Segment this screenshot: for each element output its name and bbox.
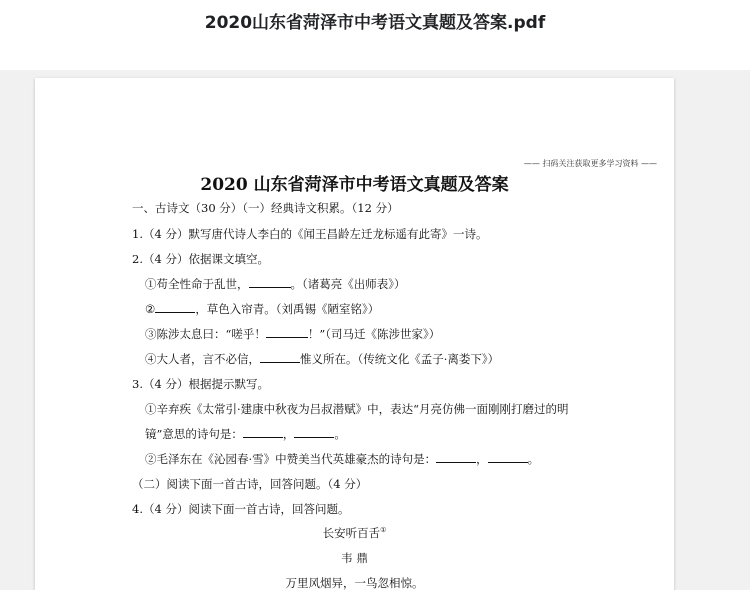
question-3-item-2 xyxy=(145,451,539,467)
q3-2-separator: ， xyxy=(476,452,488,466)
question-2-item-3 xyxy=(145,326,440,342)
pdf-page xyxy=(35,78,674,590)
q2-1-suffix: 。（诸葛亮《出师表》） xyxy=(290,277,406,291)
question-2-item-2 xyxy=(145,301,379,317)
answer-blank xyxy=(266,326,308,338)
question-2-item-4 xyxy=(145,351,499,367)
answer-blank xyxy=(155,301,195,313)
q2-1-prefix: ①苟全性命于乱世， xyxy=(145,277,249,291)
question-3: 3.（4 分）根据提示默写。 xyxy=(132,377,269,391)
header-note: —— 扫码关注获取更多学习资料 —— xyxy=(523,159,657,168)
pdf-viewer-canvas[interactable] xyxy=(0,70,750,590)
q2-2-prefix: ② xyxy=(145,302,156,316)
q2-2-suffix: ，草色入帘青。（刘禹锡《陋室铭》） xyxy=(195,302,380,316)
section-heading-1: 一、古诗文（30 分）（一）经典诗文积累。（12 分） xyxy=(132,201,399,215)
poem-line-1: 万里风烟异，一鸟忽相惊。 xyxy=(285,576,424,590)
poem-title-text: 长安听百舌 xyxy=(322,526,381,540)
answer-blank xyxy=(488,451,528,463)
footnote-marker: ① xyxy=(380,526,387,535)
q3-1-prefix: 镜”意思的诗句是： xyxy=(145,427,243,441)
pdf-viewer-topbar xyxy=(0,0,750,70)
answer-blank xyxy=(249,276,291,288)
question-3-item-1-line-1: ①辛弃疾《太常引·建康中秋夜为吕叔潜赋》中，表达“月亮仿佛一面刚刚打磨过的明 xyxy=(145,402,569,416)
answer-blank xyxy=(436,451,476,463)
question-2-item-1 xyxy=(145,276,406,292)
q2-4-suffix: 惟义所在。（传统文化《孟子·离娄下》） xyxy=(300,352,500,366)
question-1: 1.（4 分）默写唐代诗人李白的《闻王昌龄左迁龙标遥有此寄》一诗。 xyxy=(132,227,488,241)
question-4: 4.（4 分）阅读下面一首古诗，回答问题。 xyxy=(132,502,350,516)
answer-blank xyxy=(260,351,300,363)
poem-author: 韦 鼎 xyxy=(341,551,368,565)
q2-3-prefix: ③陈涉太息曰：“嗟乎！ xyxy=(145,327,266,341)
file-title: 2020山东省菏泽市中考语文真题及答案.pdf xyxy=(204,13,546,33)
q3-1-end: 。 xyxy=(334,427,346,441)
question-2: 2.（4 分）依据课文填空。 xyxy=(132,252,269,266)
q3-2-prefix: ②毛泽东在《沁园春·雪》中赞美当代英雄豪杰的诗句是： xyxy=(145,452,437,466)
document-title: 2020 山东省菏泽市中考语文真题及答案 xyxy=(200,175,509,195)
answer-blank xyxy=(294,426,334,438)
poem-title xyxy=(35,525,674,541)
answer-blank xyxy=(243,426,283,438)
q2-3-suffix: ！”（司马迁《陈涉世家》） xyxy=(307,327,441,341)
q3-2-end: 。 xyxy=(527,452,540,466)
question-3-item-1-line-2 xyxy=(145,426,346,442)
q2-4-prefix: ④大人者，言不必信， xyxy=(145,352,260,366)
q3-1-separator: ， xyxy=(282,427,295,441)
section-heading-2: （二）阅读下面一首古诗，回答问题。（4 分） xyxy=(132,477,368,491)
